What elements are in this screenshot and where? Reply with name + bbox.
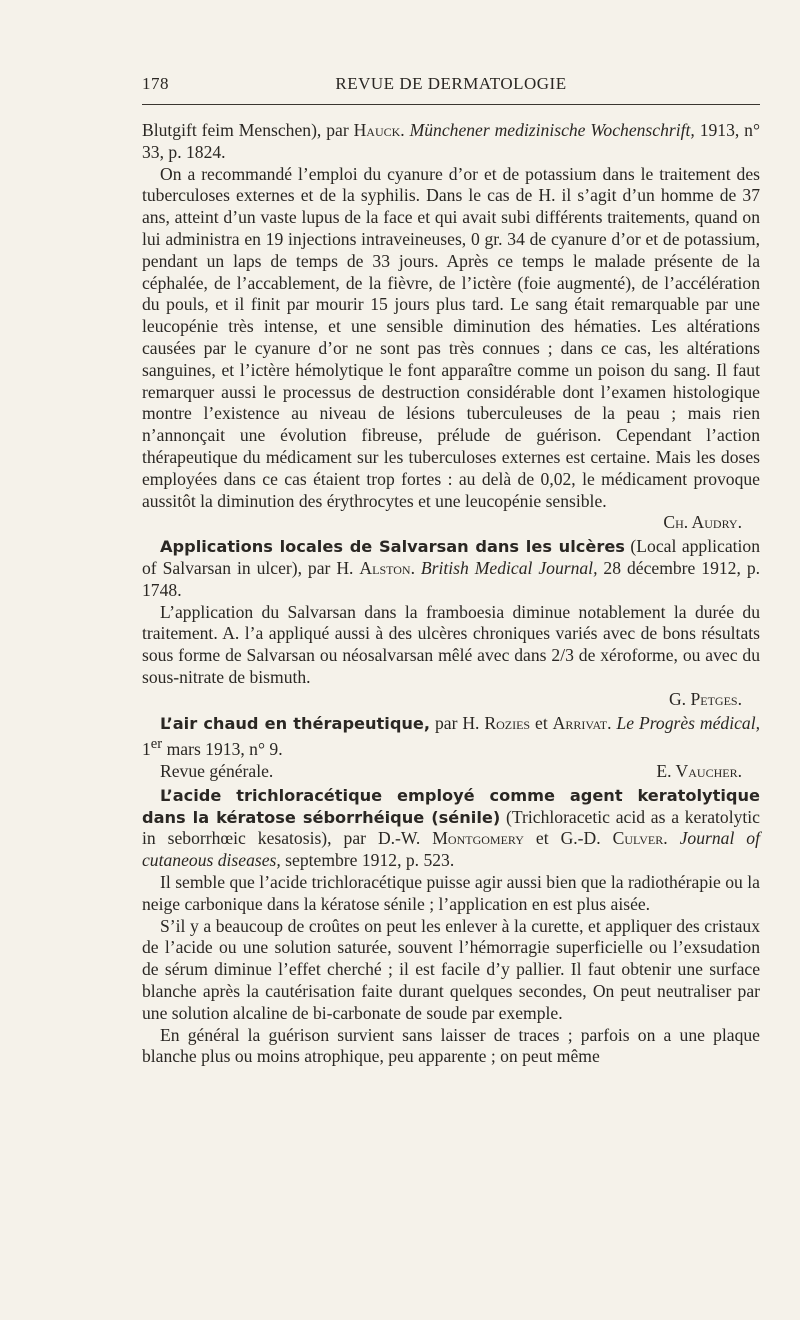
article1-citation: Blutgift feim Menschen), par Hauck. Münchener medizinische Wochenschrift, 1913, n° 33, p. 1824. (142, 120, 760, 162)
article2-signature: G. Petges. (668, 688, 742, 709)
header-rule (142, 104, 760, 105)
article4-author2: Culver (612, 828, 664, 849)
article2-author: Alston (359, 557, 411, 578)
article1-author: Hauck (353, 120, 401, 140)
article3-heading: L’air chaud en thérapeutique, par H. Rozies et Arrivat. Le Progrès médical, 1er mars 1913, n° 9. (142, 712, 760, 760)
article3-title: L’air chaud en thérapeutique, (160, 713, 431, 733)
article4-heading: L’acide trichloracétique employé comme agent keratolytique dans la kératose séborrhéique (sénile) (Trichloracetic acid as a keratolytic in seborrhœic kesatosis), par D.-W. Montgomery et G.-D. Culver. Journal of cutaneous diseases, septembre 1912, p. 523. (142, 785, 760, 871)
article4-title: L’acide trichloracétique employé comme agent keratolytique dans la kératose séborrhéique (sénile) (142, 785, 760, 827)
article4-journal: Journal of cutaneous diseases, (142, 828, 760, 871)
running-header (142, 74, 760, 96)
page-number: 178 (142, 74, 169, 93)
article2-journal: British Medical Journal, (420, 557, 598, 578)
article1-signature: Ch. Audry. (663, 512, 742, 533)
article2-body: L’application du Salvarsan dans la framboesia diminue notablement la durée du traitement. A. l’a appliqué aussi à des ulcères chroniques variés avec de bons résultats sous forme de Salvarsan ou néosalvarsan mêlé avec dans 2/3 de xéroforme, ou avec du sous-nitrate de bismuth. (142, 601, 760, 687)
article3-body: Revue générale. E. Vaucher. (160, 760, 742, 781)
journal-title: REVUE DE DERMATOLOGIE (335, 74, 567, 93)
article4-para3: En général la guérison survient sans laisser de traces ; parfois on a une plaque blanche plus ou moins atrophique, peu apparente ; on peut même (142, 1024, 760, 1067)
article3-journal: Le Progrès médical, (616, 712, 760, 733)
article4-para2: S’il y a beaucoup de croûtes on peut les enlever à la curette, et appliquer des cristaux de l’acide ou une solution saturée, souvent l’hémorragie superficielle ou l’exsudation de sérum diminue l’effet cherché ; il est facile d’y pallier. Il faut obtenir une surface blanche après la cautérisation faite durant quelques secondes, On peut neutraliser par une solution alcaline de bi-carbonate de soude par exemple. (142, 915, 760, 1023)
article4-author1: Montgomery (432, 828, 524, 849)
text-body (142, 120, 760, 1068)
article1-body: On a recommandé l’emploi du cyanure d’or et de potassium dans le traitement des tuberculoses externes et de la syphilis. Dans le cas de H. il s’agit d’un homme de 37 ans, atteint d’un vaste lupus de la face et qui avait subi différents traitements, quand on lui administra en 19 injections intraveineuses, 0 gr. 34 de cyanure d’or et de potassium, pendant un laps de temps de 33 jours. Après ce temps le malade présente de la céphalée, de l’accablement, de la fièvre, de l’ictère (foie augmenté), de l’accélération du pouls, et il finit par mourir 15 jours plus tard. Le sang était remarquable par une leucopénie très intense, et une sensible diminution des hématies. Les altérations causées par le cyanure d’or ne sont pas très connues ; dans ce cas, les altérations sanguines, et l’ictère hémolytique le font apparaître comme un poison du sang. Il faut remarquer aussi le processus de destruction considérable dont l’examen histologique montre l’existence au niveau de lésions tuberculeuses de la peau ; mais rien n’annonçait une évolution fibreuse, prélude de guérison. Cependant l’action thérapeutique du médicament sur les tuberculoses externes est certaine. Mais les doses employées dans ce cas étaient trop fortes : au delà de 0,02, le médicament provoque aussitôt la diminution des érythrocytes et une leucopénie sensible. (142, 163, 760, 511)
article3-author2: Arrivat (552, 712, 608, 733)
article2-title: Applications locales de Salvarsan dans les ulcères (160, 537, 625, 557)
article2-heading: Applications locales de Salvarsan dans les ulcères (Local application of Salvarsan in ulcer), par H. Alston. British Medical Journal, 28 décembre 1912, p. 1748. (142, 536, 761, 600)
article3-signature: E. Vaucher. (656, 760, 742, 781)
article1-journal: Münchener medizinische Wochenschrift, (409, 120, 695, 140)
article3-author1: Rozies (484, 712, 531, 733)
article4-para1: Il semble que l’acide trichloracétique puisse agir aussi bien que la radiothérapie ou la neige carbonique dans la kératose sénile ; l’application en est plus aisée. (142, 871, 760, 914)
